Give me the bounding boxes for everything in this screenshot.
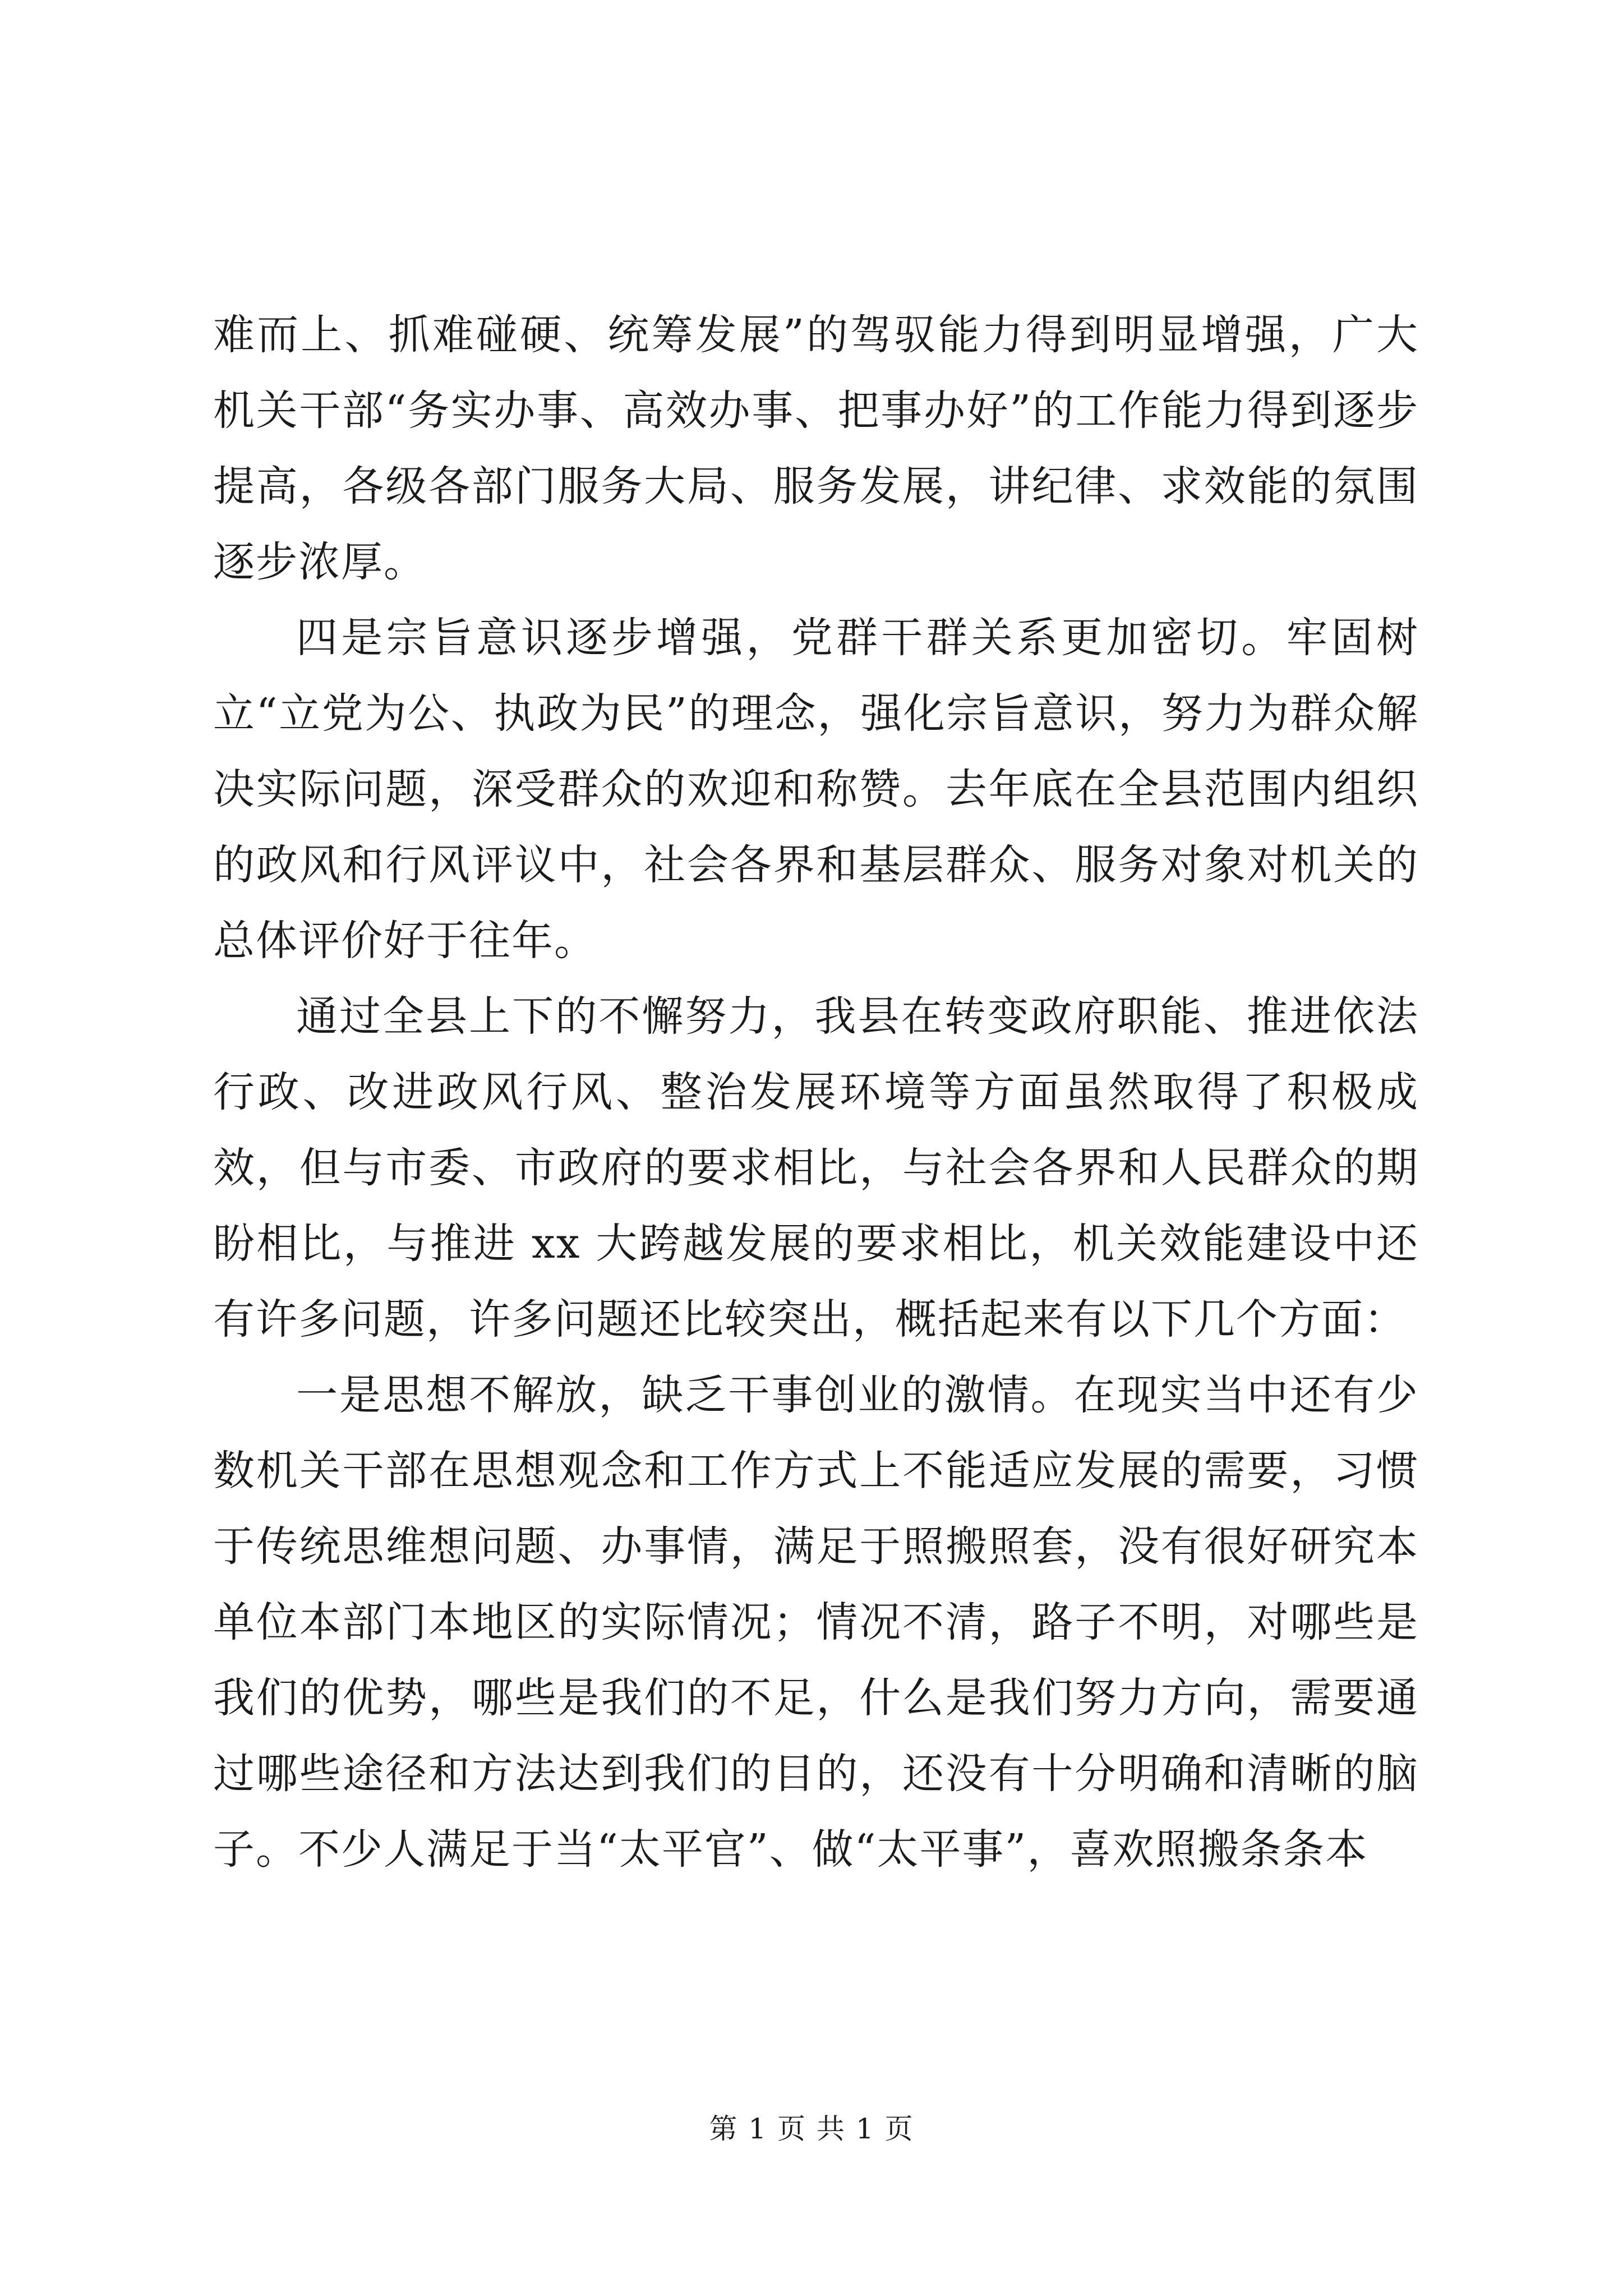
paragraph-1: 难而上、抓难碰硬、统筹发展”的驾驭能力得到明显增强，广大机关干部“务实办事、高效办事、把事办好”的工作能力得到逐步提高，各级各部门服务大局、服务发展，讲纪律、求效能的氛围逐步浓厚。 <box>213 311 1419 586</box>
document-body <box>213 297 1419 1888</box>
paragraph-2: 四是宗旨意识逐步增强，党群干群关系更加密切。牢固树立“立党为公、执政为民”的理念，强化宗旨意识，努力为群众解决实际问题，深受群众的欢迎和称赞。去年底在全县范围内组织的政风和行风评议中，社会各界和基层群众、服务对象对机关的总体评价好于往年。 <box>213 614 1419 965</box>
page-number-footer: 第 1 页 共 1 页 <box>709 2113 914 2145</box>
paragraph-4: 一是思想不解放，缺乏干事创业的激情。在现实当中还有少数机关干部在思想观念和工作方式上不能适应发展的需要，习惯于传统思维想问题、办事情，满足于照搬照套，没有很好研究本单位本部门本地区的实际情况；情况不清，路子不明，对哪些是我们的优势，哪些是我们的不足，什么是我们努力方向，需要通过哪些途径和方法达到我们的目的，还没有十分明确和清晰的脑子。不少人满足于当“太平官”、做“太平事”，喜欢照搬条条本 <box>213 1371 1419 1874</box>
paragraph-3: 通过全县上下的不懈努力，我县在转变政府职能、推进依法行政、改进政风行风、整治发展环境等方面虽然取得了积极成效，但与市委、市政府的要求相比，与社会各界和人民群众的期盼相比，与推进 xx 大跨越发展的要求相比，机关效能建设中还有许多问题，许多问题还比较突出，概括起来有以下几个方面： <box>213 992 1419 1343</box>
